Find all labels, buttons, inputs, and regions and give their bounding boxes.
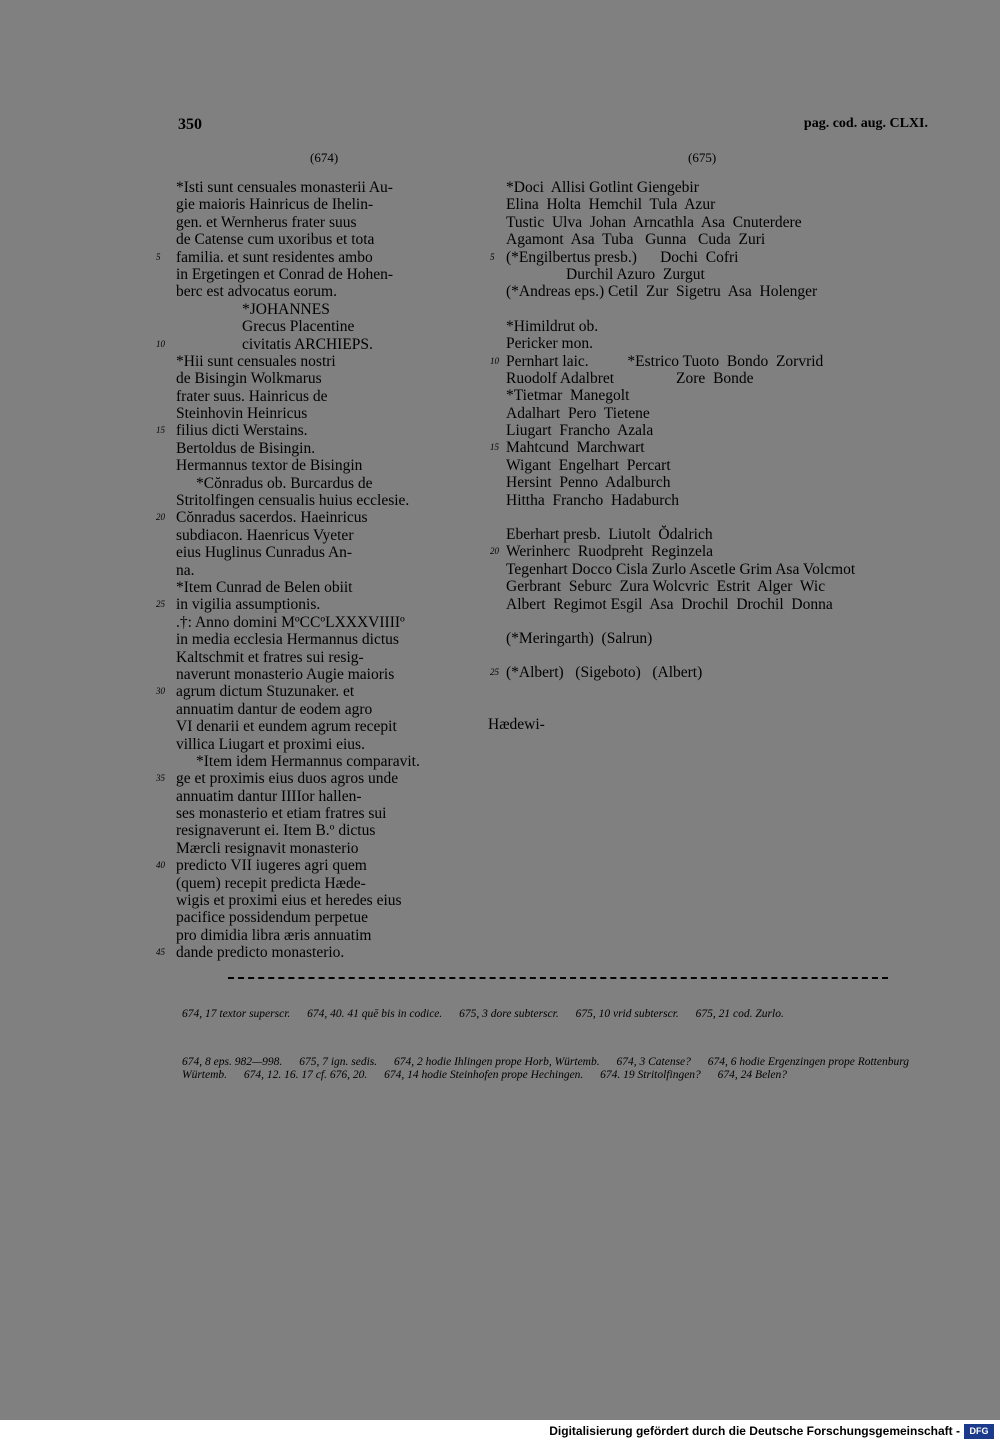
footnote: 675, 10 vrid subterscr. — [575, 1008, 679, 1020]
line-text: na. — [176, 561, 195, 579]
text-line — [176, 440, 420, 457]
historical-notes — [182, 1056, 932, 1082]
line-text: resignaverunt ei. Item B.º dictus — [176, 822, 376, 840]
text-line — [176, 927, 420, 944]
line-text: *Doci Allisi Gotlint Giengebir — [506, 179, 699, 196]
line-number: 15 — [490, 442, 499, 453]
text-line — [506, 283, 855, 300]
line-text: Pericker mon. — [506, 335, 593, 353]
text-line — [506, 457, 855, 474]
line-text: Bertoldus de Bisingin. — [176, 439, 316, 457]
footnote: 674, 12. 16. 17 cf. 676, 20. — [243, 1069, 368, 1081]
line-number: 10 — [490, 355, 499, 366]
footnote: 674, 17 textor superscr. — [182, 1008, 291, 1020]
text-line — [176, 875, 420, 892]
line-text: predicto VII iugeres agri quem — [176, 857, 367, 875]
text-line — [506, 613, 855, 630]
line-text: annuatim dantur IIIIor hallen- — [176, 787, 362, 805]
line-text: Hittha Francho Hadaburch — [506, 491, 680, 509]
line-text: *Cŏnradus ob. Burcardus de — [196, 474, 373, 492]
line-text: Elina Holta Hemchil Tula Azur — [506, 196, 716, 214]
line-text: *Isti sunt censuales monasterii Au- — [176, 179, 393, 196]
text-line — [490, 439, 855, 457]
footnote: 674, 14 hodie Steinhofen prope Hechingen. — [384, 1069, 584, 1081]
line-text: (*Meringarth) (Salrun) — [506, 629, 653, 647]
footnote: 674. 19 Stritolfingen? — [600, 1069, 701, 1081]
line-text: *Himildrut ob. — [506, 317, 599, 335]
line-number: 10 — [156, 338, 165, 349]
line-text: berc est advocatus eorum. — [176, 283, 337, 301]
footnote: 675, 21 cod. Zurlo. — [695, 1008, 784, 1020]
text-line — [506, 526, 855, 543]
footnote: 675, 3 dore subterscr. — [459, 1008, 559, 1020]
line-text: Adalhart Pero Tietene — [506, 404, 650, 422]
line-text: Liugart Francho Azala — [506, 422, 654, 440]
text-line — [176, 631, 420, 648]
text-line — [506, 630, 855, 647]
footnote-divider — [228, 977, 888, 979]
footnote: 674, 24 Belen? — [717, 1069, 787, 1081]
line-text: annuatim dantur de eodem agro — [176, 700, 373, 718]
text-line — [176, 701, 420, 718]
line-text: Gerbrant Seburc Zura Wolcvric Estrit Alger Wic — [506, 578, 826, 596]
left-column-text — [156, 179, 420, 962]
line-text: Mærcli resignavit monasterio — [176, 839, 359, 857]
line-text: de Catense cum uxoribus et tota — [176, 231, 375, 249]
line-text: subdiacon. Haenricus Vyeter — [176, 526, 354, 544]
line-text: in Ergetingen et Conrad de Hohen- — [176, 265, 394, 283]
text-line — [156, 770, 420, 788]
text-line — [156, 596, 420, 614]
text-line — [506, 370, 855, 387]
right-column-heading: (675) — [688, 150, 717, 165]
line-number: 25 — [156, 599, 165, 610]
line-text: pacifice possidendum perpetue — [176, 909, 368, 927]
line-text: civitatis ARCHIEPS. — [242, 335, 373, 353]
line-text: (quem) recepit predicta Hæde- — [176, 874, 366, 892]
line-text: Hædewi- — [488, 715, 545, 733]
line-text: pro dimidia libra æris annuatim — [176, 926, 372, 944]
dfg-logo: DFG — [964, 1424, 994, 1439]
text-line — [176, 179, 420, 196]
left-column-heading: (674) — [310, 150, 339, 165]
text-line — [156, 683, 420, 701]
critical-apparatus — [182, 1008, 932, 1021]
text-line — [490, 664, 855, 682]
line-text: Cŏnradus sacerdos. Haeinricus — [176, 509, 368, 527]
text-line — [176, 353, 420, 370]
page-number: 350 — [178, 116, 202, 133]
text-line — [506, 387, 855, 404]
line-text: gen. et Wernherus frater suus — [176, 213, 357, 231]
text-line — [176, 527, 420, 544]
line-text: Eberhart presb. Liutolt Ŏdalrich — [506, 526, 713, 544]
text-line — [176, 301, 420, 318]
text-line — [176, 283, 420, 300]
line-text: *Item idem Hermannus comparavit. — [196, 752, 420, 770]
text-line — [506, 196, 855, 213]
line-text: dande predicto monasterio. — [176, 944, 345, 962]
line-number: 20 — [156, 512, 165, 523]
text-line — [176, 266, 420, 283]
text-line — [176, 457, 420, 474]
running-head: pag. cod. aug. CLXI. — [803, 116, 928, 131]
text-line — [506, 422, 855, 439]
footnote: 674, 40. 41 quē bis in codice. — [307, 1008, 443, 1020]
line-text: in vigilia assumptionis. — [176, 596, 321, 614]
text-line — [506, 509, 855, 526]
text-line — [176, 736, 420, 753]
line-text: Stritolfingen censualis huius ecclesie. — [176, 492, 410, 510]
text-line — [176, 544, 420, 561]
text-line — [176, 405, 420, 422]
line-number: 5 — [156, 251, 161, 262]
text-line — [506, 474, 855, 491]
line-text: Grecus Placentine — [242, 318, 355, 336]
right-column-text — [488, 179, 856, 733]
footnote: 674, 2 hodie Ihlingen prope Horb, Würtemb. — [394, 1056, 600, 1068]
text-line — [506, 596, 855, 613]
text-line — [506, 578, 855, 595]
text-line — [506, 179, 855, 196]
line-text: *JOHANNES — [242, 300, 330, 318]
line-text: *Tietmar Manegolt — [506, 387, 630, 405]
text-line — [490, 248, 855, 266]
line-text: Kaltschmit et fratres sui resig- — [176, 648, 364, 666]
text-line — [156, 944, 420, 962]
line-text: Tegenhart Docco Cisla Zurlo Ascetle Grim Asa Volcmot — [506, 560, 856, 578]
line-text: de Bisingin Wolkmarus — [176, 370, 322, 388]
text-line — [176, 214, 420, 231]
line-text: filius dicti Werstains. — [176, 422, 308, 440]
line-text: agrum dictum Stuzunaker. et — [176, 683, 355, 701]
text-line — [176, 614, 420, 631]
line-text: Hersint Penno Adalburch — [506, 474, 671, 492]
text-line — [176, 475, 420, 492]
text-line — [176, 579, 420, 596]
text-line — [176, 492, 420, 509]
text-line — [156, 509, 420, 527]
line-text: Albert Regimot Esgil Asa Drochil Drochil Donna — [506, 595, 833, 613]
line-text: Durchil Azuro Zurgut — [566, 265, 705, 283]
text-line — [490, 543, 855, 561]
line-number: 25 — [490, 667, 499, 678]
line-text: Wigant Engelhart Percart — [506, 456, 671, 474]
line-text: Hermannus textor de Bisingin — [176, 457, 363, 475]
text-line — [156, 422, 420, 440]
line-text: naverunt monasterio Augie maioris — [176, 665, 395, 683]
line-number: 5 — [490, 251, 495, 262]
footnote: 675, 7 ign. sedis. — [299, 1056, 378, 1068]
text-line — [156, 248, 420, 266]
text-line — [506, 561, 855, 578]
text-line — [176, 318, 420, 335]
text-line — [156, 857, 420, 875]
digitization-footer — [0, 1420, 1000, 1443]
line-text: Pernhart laic. *Estrico Tuoto Bondo Zorvrid — [506, 352, 824, 370]
text-line — [176, 718, 420, 735]
text-line — [506, 214, 855, 231]
text-line — [176, 196, 420, 213]
text-line — [176, 822, 420, 839]
line-text: Tustic Ulva Johan Arncathla Asa Cnuterdere — [506, 213, 802, 231]
line-text: eius Huglinus Cunradus An- — [176, 544, 353, 562]
text-line — [176, 909, 420, 926]
line-text: Ruodolf Adalbret Zore Bonde — [506, 369, 754, 387]
text-line — [506, 647, 855, 664]
text-line — [176, 370, 420, 387]
footnote: 674, 6 hodie Ergenzingen prope Rottenburg Würtemb. — [182, 1056, 910, 1081]
text-line — [506, 405, 855, 422]
text-line — [176, 388, 420, 405]
text-line — [506, 231, 855, 248]
text-line — [506, 318, 855, 335]
line-text: VI denarii et eundem agrum recepit — [176, 718, 397, 736]
line-number: 30 — [156, 686, 165, 697]
line-text: in media ecclesia Hermannus dictus — [176, 631, 399, 649]
text-line — [506, 335, 855, 352]
line-text: Mahtcund Marchwart — [506, 439, 645, 457]
line-text: Werinherc Ruodpreht Reginzela — [506, 543, 714, 561]
line-number: 45 — [156, 947, 165, 958]
text-line — [176, 649, 420, 666]
line-text: ge et proximis eius duos agros unde — [176, 770, 399, 788]
text-line — [506, 682, 855, 716]
text-line — [156, 335, 420, 353]
text-line — [176, 840, 420, 857]
text-line — [176, 231, 420, 248]
line-number: 40 — [156, 860, 165, 871]
text-line — [176, 892, 420, 909]
line-text: Steinhovin Heinricus — [176, 405, 308, 423]
line-text: gie maioris Hainricus de Ihelin- — [176, 196, 374, 214]
text-line — [176, 562, 420, 579]
footnote: 674, 3 Catense? — [616, 1056, 691, 1068]
text-line — [506, 492, 855, 509]
line-text: ses monasterio et etiam fratres sui — [176, 805, 387, 823]
footnote: 674, 8 eps. 982—998. — [182, 1056, 283, 1068]
text-line — [176, 666, 420, 683]
line-text: (*Engilbertus presb.) Dochi Cofri — [506, 248, 739, 266]
line-text: frater suus. Hainricus de — [176, 387, 328, 405]
line-text: familia. et sunt residentes ambo — [176, 248, 373, 266]
text-line — [506, 301, 855, 318]
text-line — [490, 352, 855, 370]
line-text: wigis et proximi eius et heredes eius — [176, 892, 402, 910]
line-text: (*Albert) (Sigeboto) (Albert) — [506, 664, 703, 682]
line-number: 20 — [490, 546, 499, 557]
line-text: Agamont Asa Tuba Gunna Cuda Zuri — [506, 231, 766, 249]
text-line — [176, 788, 420, 805]
funding-credit: Digitalisierung gefördert durch die Deutsche Forschungsgemeinschaft - — [549, 1424, 960, 1438]
text-line — [176, 805, 420, 822]
line-number: 15 — [156, 425, 165, 436]
line-text: *Hii sunt censuales nostri — [176, 352, 336, 370]
text-line — [176, 753, 420, 770]
line-text: villica Liugart et proximi eius. — [176, 735, 365, 753]
text-line — [506, 266, 855, 283]
line-number: 35 — [156, 773, 165, 784]
line-text: (*Andreas eps.) Cetil Zur Sigetru Asa Holenger — [506, 283, 818, 301]
text-line — [488, 716, 855, 733]
line-text: *Item Cunrad de Belen obiit — [176, 578, 353, 596]
line-text: .†: Anno domini MºCCºLXXXVIIIIº — [176, 613, 405, 631]
